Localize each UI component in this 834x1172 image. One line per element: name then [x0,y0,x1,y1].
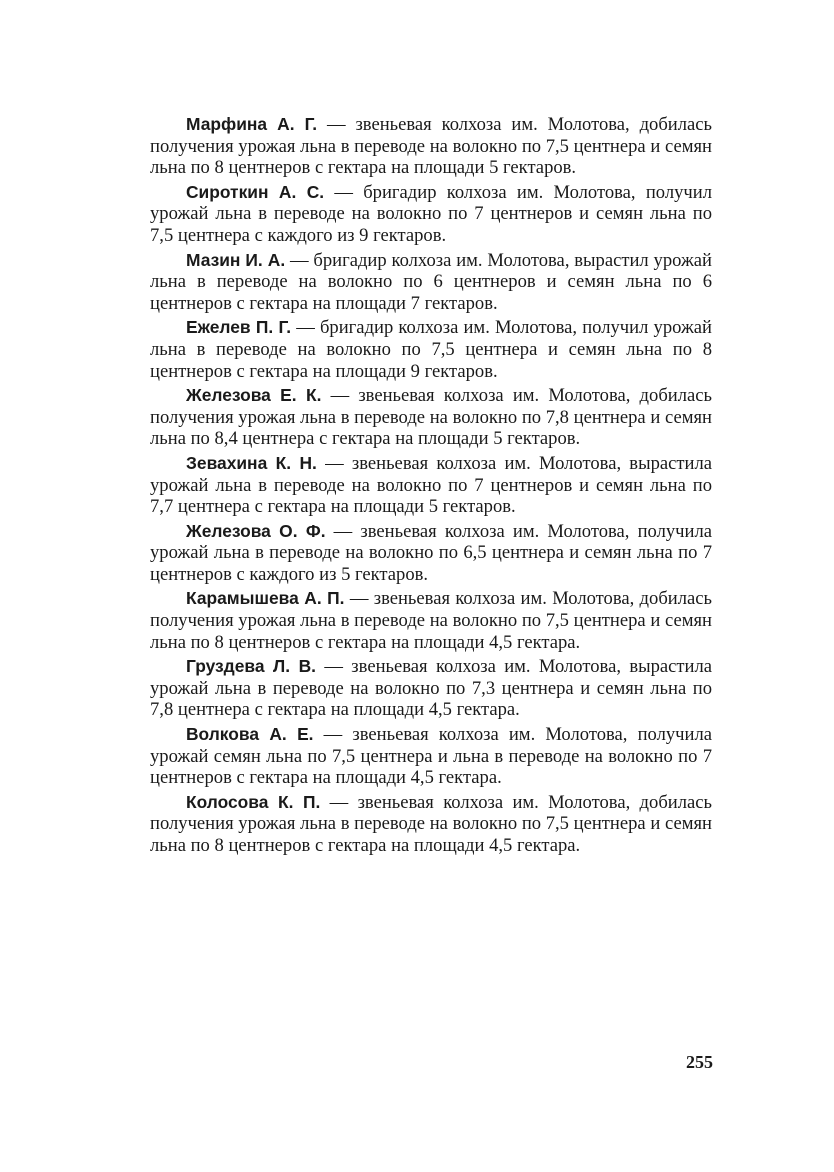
entry-name: Колосова К. П. [186,791,321,812]
entry-sirotkin [150,182,712,247]
entry-text: — звеньевая колхоза им. Молотова, получила урожай льна в переводе на волокно по 6,5 центнера и семян льна по 7 центнеров с каждого из 5 гектаров. [150,520,712,585]
entry-text: — звеньевая колхоза им. Молотова, получила урожай семян льна по 7,5 центнера и льна в переводе на волокно по 7 центнеров с гектара на площади 4,5 гектара. [150,724,712,789]
entry-volkova [150,724,712,789]
page-text [150,114,712,860]
entry-name: Волкова А. Е. [186,724,314,745]
entry-zhelezova-of [150,521,712,586]
entry-name: Железова О. Ф. [186,520,326,541]
entry-kolosova [150,792,712,857]
entry-mazin [150,250,712,315]
entry-zevakhina [150,453,712,518]
entry-name: Зевахина К. Н. [186,452,317,473]
entry-text: — звеньевая колхоза им. Молотова, добилась получения урожая льна в переводе на волокно по 7,5 центнера и семян льна по 8 центнеров с гектара на площади 5 гектаров. [150,114,712,179]
entry-text: — звеньевая колхоза им. Молотова, добилась получения урожая льна в переводе на волокно по 7,8 центнера и семян льна по 8,4 центнера с гектара на площади 5 гектаров. [150,385,712,450]
entry-name: Груздева Л. В. [186,656,317,677]
entry-marfina [150,114,712,179]
entry-text: — звеньевая колхоза им. Молотова, добилась получения урожая льна в переводе на волокно по 7,5 центнера и семян льна по 8 центнеров с гектара на площади 4,5 гектара. [150,791,712,856]
entry-text: — звеньевая колхоза им. Молотова, добилась получения урожая льна в переводе на волокно по 7,5 центнера и семян льна по 8 центнеров с гектара на площади 4,5 гектара. [150,588,712,653]
entry-name: Железова Е. К. [186,385,322,406]
entry-text: — бригадир колхоза им. Молотова, вырастил урожай льна в переводе на волокно по 6 центнеров и семян льна по 6 центнеров с гектара на площади 7 гектаров. [150,249,713,314]
entry-name: Карамышева А. П. [186,588,345,609]
entry-text: — звеньевая колхоза им. Молотова, вырастила урожай льна в переводе на волокно по 7 центнеров и семян льна по 7,7 центнера с гектара на площади 5 гектаров. [150,452,712,518]
entry-text: — бригадир колхоза им. Молотова, получил урожай льна в переводе на волокно по 7 центнеров и семян льна по 7,5 центнера с каждого из 9 гектаров. [150,181,712,246]
entry-name: Мазин И. А. [186,249,286,270]
entry-name: Сироткин А. С. [186,181,325,202]
entry-text: — звеньевая колхоза им. Молотова, вырастила урожай льна в переводе на волокно по 7,3 центнера и семян льна по 7,8 центнера с гектара на площади 4,5 гектара. [150,656,713,721]
entry-name: Марфина А. Г. [186,114,318,134]
page-number: 255 [686,1052,713,1072]
entry-name: Ежелев П. Г. [186,317,292,338]
entry-ezhelev [150,317,712,382]
entry-karamysheva [150,588,712,653]
entry-text: — бригадир колхоза им. Молотова, получил урожай льна в переводе на волокно по 7,5 центнера и семян льна по 8 центнеров с гектара на площади 9 гектаров. [150,317,712,382]
entry-zhelezova-ek [150,385,712,450]
entry-gruzdeva [150,656,712,721]
